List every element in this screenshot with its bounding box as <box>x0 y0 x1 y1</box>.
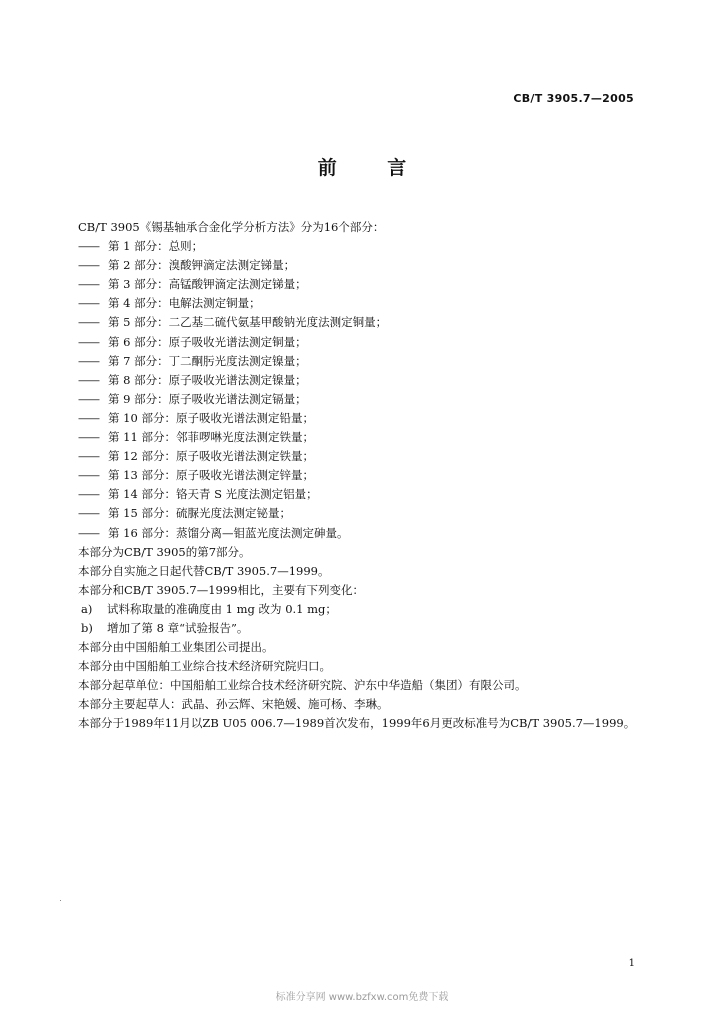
part-item <box>78 447 678 466</box>
part-item <box>78 504 678 523</box>
part-text: 第 12 部分：原子吸收光谱法测定铁量； <box>108 449 314 464</box>
part-dash: —— <box>78 239 99 254</box>
part-text: 第 14 部分：铬天青 S 光度法测定铝量； <box>108 487 318 502</box>
part-dash: —— <box>78 315 99 330</box>
closing-line: 本部分于1989年11月以ZB U05 006.7—1989首次发布，1999年6月更改标准号为CB/T 3905.7—1999。 <box>78 716 636 731</box>
part-item <box>78 256 678 275</box>
part-text: 第 7 部分：丁二酮肟光度法测定镍量； <box>108 353 307 368</box>
part-dash: —— <box>78 410 99 425</box>
part-dash: —— <box>78 334 99 349</box>
change-text: 增加了第 8 章“试验报告”。 <box>107 620 249 635</box>
part-dash: —— <box>78 258 99 273</box>
standard-number: CB/T 3905.7—2005 <box>513 92 634 105</box>
statement-line: 本部分自实施之日起代替CB/T 3905.7—1999。 <box>78 563 330 578</box>
part-item <box>78 313 678 332</box>
part-dash: —— <box>78 430 99 445</box>
part-item <box>78 466 678 485</box>
part-dash: —— <box>78 353 99 368</box>
part-item <box>78 275 678 294</box>
closing-statements <box>78 638 678 733</box>
part-text: 第 6 部分：原子吸收光谱法测定铜量； <box>108 334 307 349</box>
part-dash: —— <box>78 468 99 483</box>
intro-paragraph: CB/T 3905《锡基轴承合金化学分析方法》分为16个部分： <box>78 220 385 234</box>
part-text: 第 4 部分：电解法测定铜量； <box>108 296 261 311</box>
watermark: 标准分享网 www.bzfxw.com免费下载 <box>275 992 449 1003</box>
part-text: 第 8 部分：原子吸收光谱法测定镍量； <box>108 372 307 387</box>
closing-line: 本部分起草单位：中国船舶工业综合技术经济研究院、沪东中华造船（集团）有限公司。 <box>78 678 527 693</box>
change-item <box>78 619 678 638</box>
part-dash: —— <box>78 487 99 502</box>
part-text: 第 9 部分：原子吸收光谱法测定镉量； <box>108 391 307 406</box>
part-item <box>78 390 678 409</box>
closing-line: 本部分由中国船舶工业综合技术经济研究院归口。 <box>78 659 331 674</box>
part-item <box>78 333 678 352</box>
part-dash: —— <box>78 449 99 464</box>
page-number: 1 <box>628 958 635 969</box>
part-text: 第 11 部分：邻菲啰啉光度法测定铁量； <box>108 430 314 445</box>
change-item <box>78 600 678 619</box>
statement-line: 本部分为CB/T 3905的第7部分。 <box>78 544 251 559</box>
closing-line: 本部分由中国船舶工业集团公司提出。 <box>78 640 274 655</box>
closing-line: 本部分主要起草人：武晶、孙云辉、宋艳媛、施可杨、李琳。 <box>78 697 389 712</box>
part-text: 第 16 部分：蒸馏分离—钼蓝光度法测定砷量。 <box>108 525 349 540</box>
change-text: 试料称取量的准确度由 1 mg 改为 0.1 mg； <box>107 601 337 616</box>
part-text: 第 1 部分：总则； <box>108 239 204 254</box>
part-item <box>78 428 678 447</box>
statements <box>78 543 678 600</box>
part-text: 第 15 部分：硫脲光度法测定铋量； <box>108 506 291 521</box>
part-item <box>78 485 678 504</box>
part-dash: —— <box>78 525 99 540</box>
parts-list <box>78 237 678 543</box>
change-marker: b) <box>81 620 93 635</box>
page-title: 前 言 <box>317 157 429 179</box>
part-dash: —— <box>78 277 99 292</box>
part-text: 第 5 部分：二乙基二硫代氨基甲酸钠光度法测定铜量； <box>108 315 388 330</box>
part-text: 第 2 部分：溴酸钾滴定法测定锑量； <box>108 258 296 273</box>
part-item <box>78 352 678 371</box>
part-item <box>78 371 678 390</box>
statement-line: 本部分和CB/T 3905.7—1999相比，主要有下列变化： <box>78 582 364 597</box>
part-item <box>78 294 678 313</box>
part-dash: —— <box>78 506 99 521</box>
part-item <box>78 524 678 543</box>
part-dash: —— <box>78 296 99 311</box>
part-item <box>78 409 678 428</box>
part-item <box>78 237 678 256</box>
part-text: 第 13 部分：原子吸收光谱法测定锌量； <box>108 468 314 483</box>
part-dash: —— <box>78 391 99 406</box>
changes-list <box>78 600 678 638</box>
change-marker: a) <box>81 601 93 616</box>
part-text: 第 3 部分：高锰酸钾滴定法测定锑量； <box>108 277 307 292</box>
part-dash: —— <box>78 372 99 387</box>
part-text: 第 10 部分：原子吸收光谱法测定铅量； <box>108 410 314 425</box>
document-body <box>78 218 678 734</box>
scan-speck <box>60 900 61 901</box>
